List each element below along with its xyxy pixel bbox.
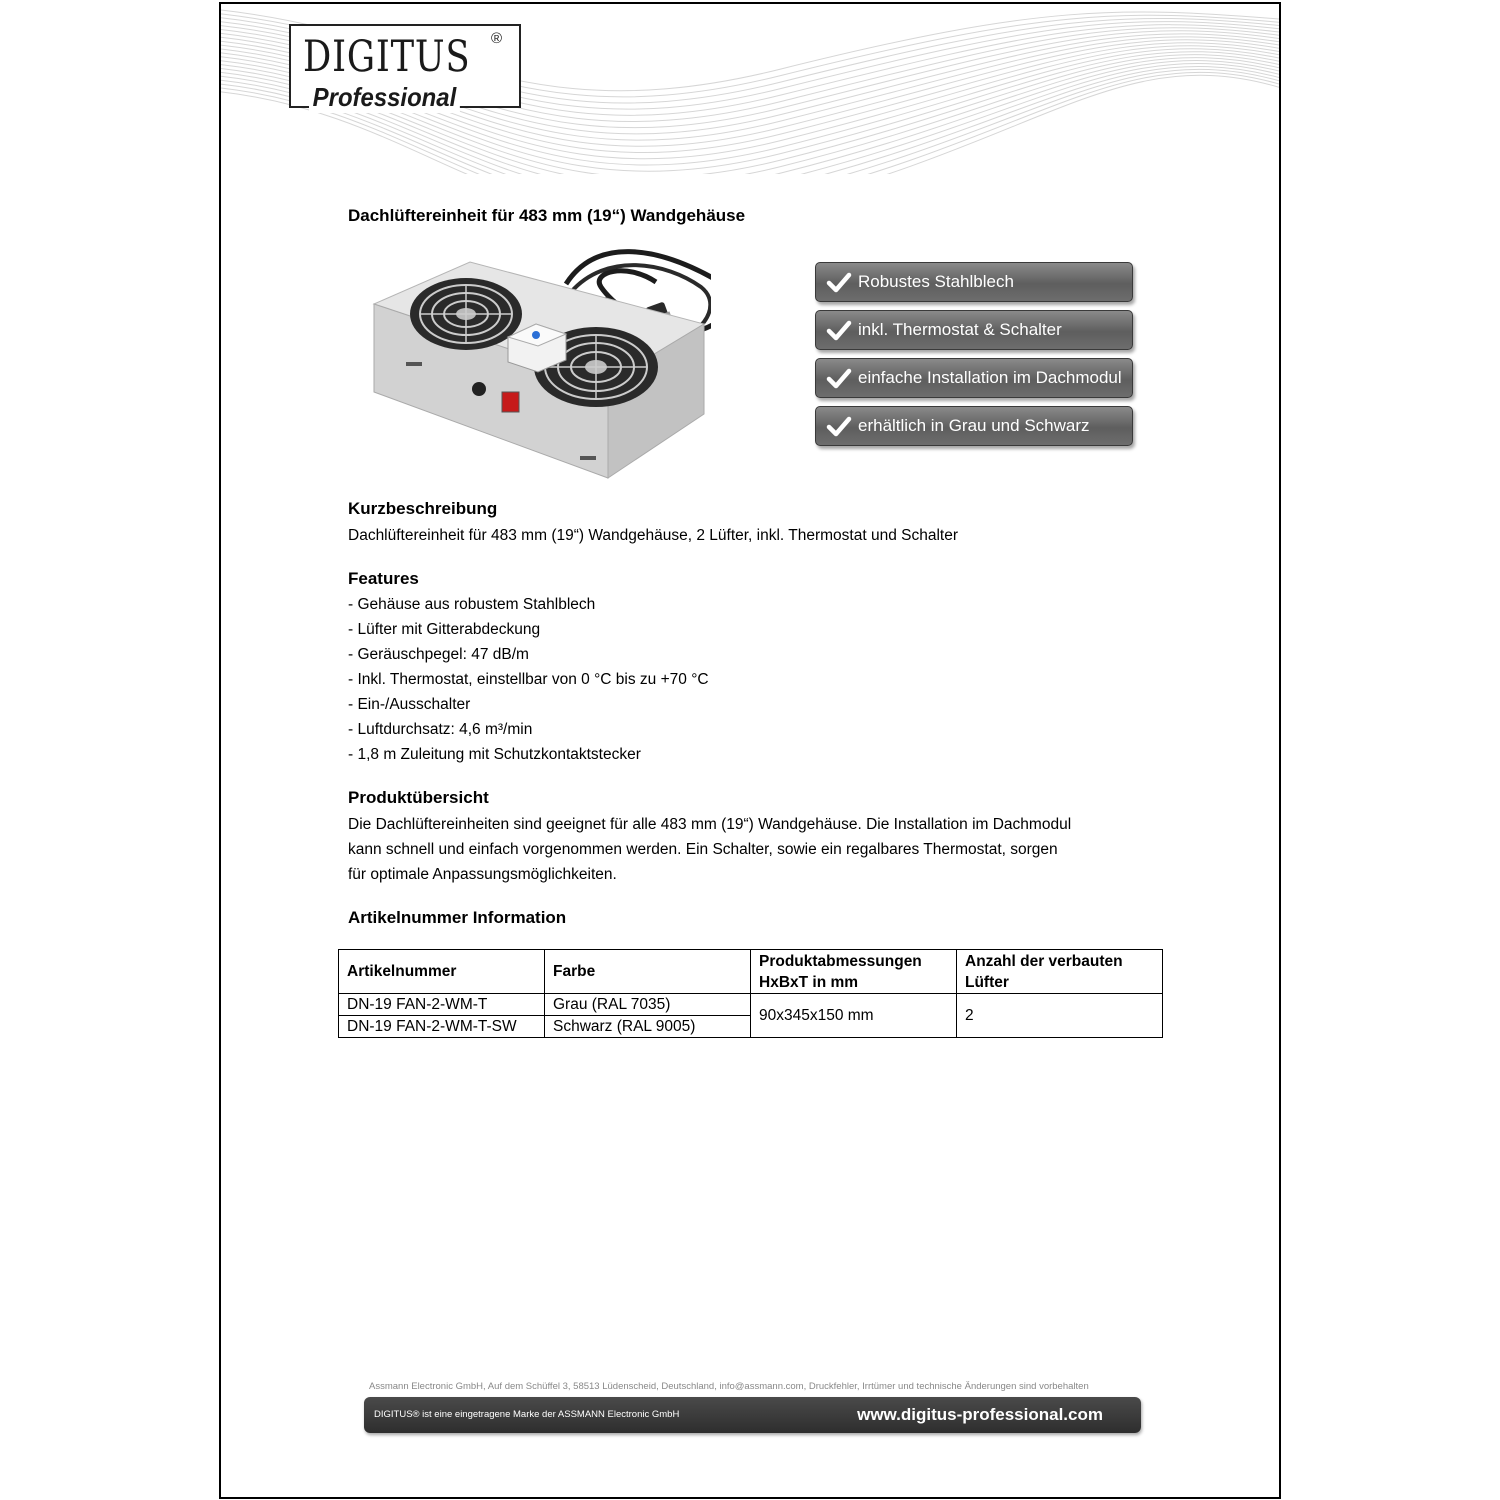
highlight-item: [815, 358, 1133, 398]
column-header-luefter: [957, 950, 1163, 994]
product-title: Dachlüftereinheit für 483 mm (19“) Wandgehäuse: [348, 206, 746, 225]
table-row: [339, 994, 1163, 1016]
highlight-item: [815, 310, 1133, 350]
uebersicht-heading: Produktübersicht: [348, 788, 489, 807]
knob-icon: [472, 382, 486, 396]
power-switch-icon: [502, 392, 519, 412]
table-header-row: [339, 950, 1163, 994]
check-icon: [826, 415, 852, 437]
feature-item: - Inkl. Thermostat, einstellbar von 0 °C bis zu +70 °C: [348, 671, 709, 688]
kurzbeschreibung-heading: Kurzbeschreibung: [348, 499, 498, 518]
highlight-label: einfache Installation im Dachmodul: [858, 368, 1122, 387]
artikel-heading: Artikelnummer Information: [348, 908, 567, 927]
cell-luefter-anzahl: 2: [957, 994, 1163, 1038]
header-text-line: Produktabmessungen: [759, 952, 922, 970]
uebersicht-line: für optimale Anpassungsmöglichkeiten.: [348, 866, 617, 883]
product-image: [366, 242, 711, 487]
uebersicht-line: kann schnell und einfach vorgenommen werden. Ein Schalter, sowie ein regalbares Thermostat, sorgen: [348, 841, 1058, 858]
feature-item: - Geräuschpegel: 47 dB/m: [348, 646, 529, 663]
feature-item: - Ein-/Ausschalter: [348, 696, 471, 713]
kurzbeschreibung-text: Dachlüftereinheit für 483 mm (19“) Wandgehäuse, 2 Lüfter, inkl. Thermostat und Schalter: [348, 527, 958, 544]
check-icon: [826, 319, 852, 341]
column-header-abmessungen: [751, 950, 957, 994]
highlight-label: erhältlich in Grau und Schwarz: [858, 416, 1090, 435]
feature-item: - Lüfter mit Gitterabdeckung: [348, 621, 541, 638]
feature-item: - Gehäuse aus robustem Stahlblech: [348, 596, 596, 613]
digitus-logo: [289, 24, 521, 112]
fan-icon: [410, 278, 522, 350]
uebersicht-line: Die Dachlüftereinheiten sind geeignet für alle 483 mm (19“) Wandgehäuse. Die Installation im Dachmodul: [348, 816, 1072, 833]
feature-item: - 1,8 m Zuleitung mit Schutzkontaktstecker: [348, 746, 641, 763]
feature-item: - Luftdurchsatz: 4,6 m³/min: [348, 721, 533, 738]
highlight-item: [815, 406, 1133, 446]
column-header-artikelnummer: Artikelnummer: [339, 950, 545, 994]
cell-artikelnummer: DN-19 FAN-2-WM-T: [339, 994, 545, 1016]
highlight-label: inkl. Thermostat & Schalter: [858, 320, 1062, 339]
check-icon: [826, 367, 852, 389]
logo-subline: Professional: [309, 82, 460, 113]
datasheet-page: [219, 2, 1281, 1499]
column-header-farbe: Farbe: [545, 950, 751, 994]
header-text-line: Anzahl der verbauten: [965, 952, 1123, 970]
highlight-list: [815, 262, 1133, 454]
cell-farbe: Grau (RAL 7035): [545, 994, 751, 1016]
footer-bar: [364, 1397, 1141, 1433]
features-heading: Features: [348, 569, 419, 588]
cell-artikelnummer: DN-19 FAN-2-WM-T-SW: [339, 1016, 545, 1038]
features-list: [348, 592, 709, 767]
footer-website-link[interactable]: www.digitus-professional.com: [857, 1405, 1103, 1424]
highlight-label: Robustes Stahlblech: [858, 272, 1014, 291]
check-icon: [826, 271, 852, 293]
footer-legal-note: Assmann Electronic GmbH, Auf dem Schüffel 3, 58513 Lüdenscheid, Deutschland, info@assmann.com, Druckfehler, Irrtümer und technische Änderungen sind vorbehalten: [369, 1381, 1089, 1392]
logo-registered-mark: ®: [491, 30, 503, 47]
logo-brand-name: DIGITUS: [303, 32, 471, 82]
footer-trademark: DIGITUS® ist eine eingetragene Marke der ASSMANN Electronic GmbH: [374, 1409, 680, 1420]
header-text-line: HxBxT in mm: [759, 973, 859, 991]
artikel-table: [338, 949, 1163, 1038]
highlight-item: [815, 262, 1133, 302]
header-text-line: Lüfter: [965, 973, 1009, 991]
cell-farbe: Schwarz (RAL 9005): [545, 1016, 751, 1038]
cell-abmessungen: 90x345x150 mm: [751, 994, 957, 1038]
